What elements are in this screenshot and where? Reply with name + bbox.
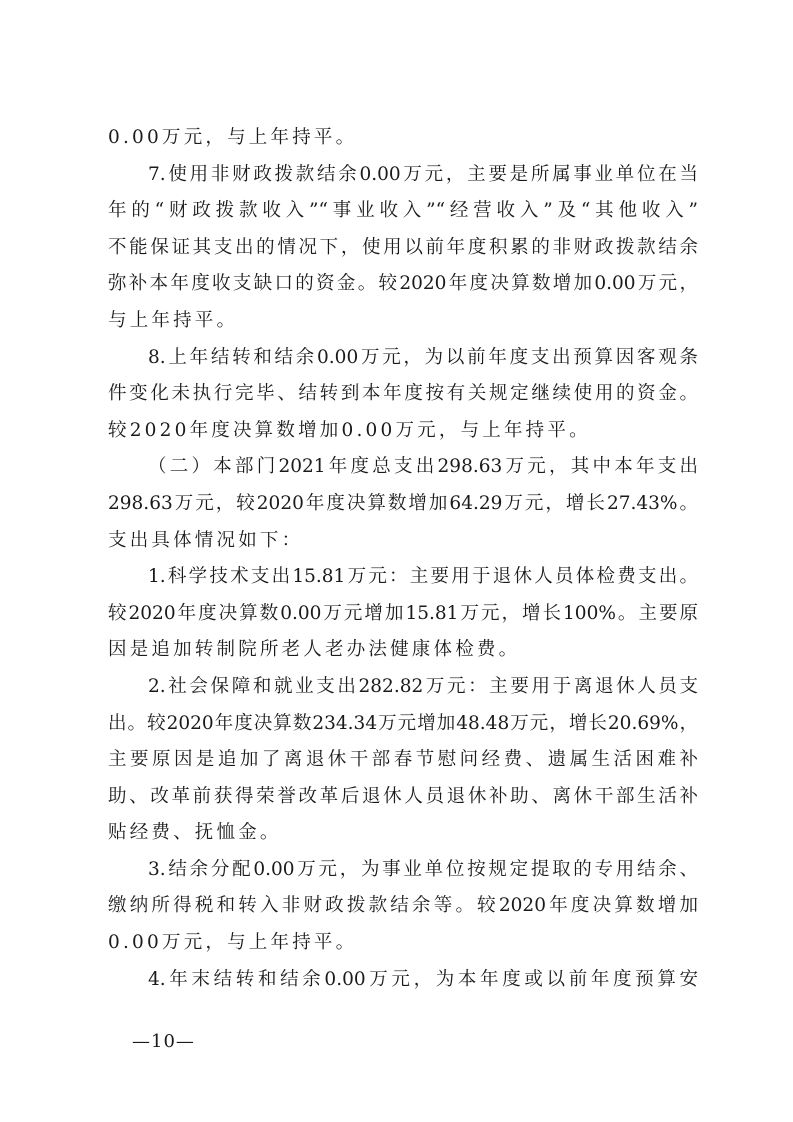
text-line: 贴经费、抚恤金。 bbox=[108, 822, 282, 844]
text-line: 4.年末结转和结余0.00万元，为本年度或以前年度预算安 bbox=[148, 968, 698, 990]
document-body bbox=[108, 120, 698, 998]
text-line: 年的“财政拨款收入”“事业收入”“经营收入”及“其他收入” bbox=[108, 200, 698, 222]
text-line: 7.使用非财政拨款结余0.00万元，主要是所属事业单位在当 bbox=[148, 163, 698, 185]
text-line: 3.结余分配0.00万元，为事业单位按规定提取的专用结余、 bbox=[148, 858, 698, 880]
text-line: 主要原因是追加了离退休干部春节慰问经费、遗属生活困难补 bbox=[108, 749, 698, 771]
text-line: 2.社会保障和就业支出282.82万元：主要用于离退休人员支 bbox=[148, 675, 698, 697]
text-line: 助、改革前获得荣誉改革后退休人员退休补助、离休干部生活补 bbox=[108, 785, 698, 807]
text-line: 1.科学技术支出15.81万元：主要用于退休人员体检费支出。 bbox=[148, 566, 698, 588]
text-line: 较2020年度决算数0.00万元增加15.81万元，增长100%。主要原 bbox=[108, 602, 698, 624]
text-line: 弥补本年度收支缺口的资金。较2020年度决算数增加0.00万元， bbox=[108, 273, 698, 295]
text-line: 8.上年结转和结余0.00万元，为以前年度支出预算因客观条 bbox=[148, 346, 698, 368]
text-line: 因是追加转制院所老人老办法健康体检费。 bbox=[108, 639, 521, 661]
page-number: —10— bbox=[132, 1031, 195, 1052]
text-line: 件变化未执行完毕、结转到本年度按有关规定继续使用的资金。 bbox=[108, 383, 698, 405]
text-line: 0.00万元，与上年持平。 bbox=[108, 127, 358, 148]
text-line: 较2020年度决算数增加0.00万元，与上年持平。 bbox=[108, 419, 591, 441]
text-line: 支出具体情况如下： bbox=[108, 529, 304, 551]
text-line: （二）本部门2021年度总支出298.63万元，其中本年支出 bbox=[148, 456, 698, 478]
text-line: 与上年持平。 bbox=[108, 309, 239, 331]
text-line: 出。较2020年度决算数234.34万元增加48.48万元，增长20.69%， bbox=[108, 712, 698, 734]
text-line: 0.00万元，与上年持平。 bbox=[108, 932, 358, 954]
text-line: 不能保证其支出的情况下，使用以前年度积累的非财政拨款结余 bbox=[108, 236, 698, 258]
text-line: 缴纳所得税和转入非财政拨款结余等。较2020年度决算数增加 bbox=[108, 895, 698, 917]
text-line: 298.63万元，较2020年度决算数增加64.29万元，增长27.43%。 bbox=[108, 492, 698, 514]
